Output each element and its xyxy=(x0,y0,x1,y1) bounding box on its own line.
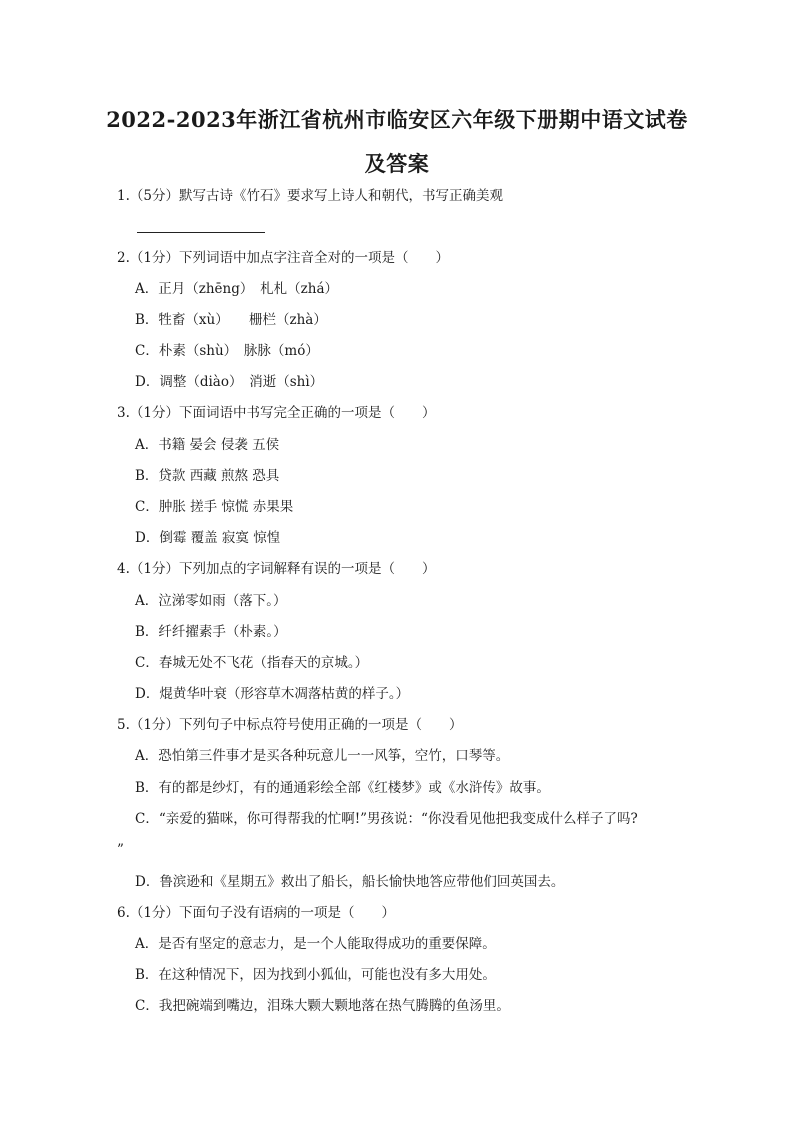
question-6-stem: 6.（1分）下面句子没有语病的一项是（ ） xyxy=(117,905,395,921)
answer-blank-line xyxy=(137,232,265,233)
question-6-option-a: A．是否有坚定的意志力，是一个人能取得成功的重要保障。 xyxy=(135,936,496,952)
question-1-stem: 1.（5分）默写古诗《竹石》要求写上诗人和朝代，书写正确美观 xyxy=(117,188,503,204)
question-2-option-d: D．调整（diào） 消逝（shì） xyxy=(135,374,324,390)
question-2-stem: 2.（1分）下列词语中加点字注音全对的一项是（ ） xyxy=(117,250,449,266)
question-3-stem: 3.（1分）下面词语中书写完全正确的一项是（ ） xyxy=(117,405,436,421)
question-2-option-c: C．朴素（shù） 脉脉（mó） xyxy=(135,343,319,359)
question-3-option-c: C．肿胀 搓手 惊慌 赤果果 xyxy=(135,499,294,515)
question-4-option-a: A．泣涕零如雨（落下。） xyxy=(135,593,287,609)
question-5-option-d: D．鲁滨逊和《星期五》救出了船长，船长愉快地答应带他们回英国去。 xyxy=(135,874,565,890)
question-6-option-b: B．在这种情况下，因为找到小狐仙，可能也没有多大用处。 xyxy=(135,967,496,983)
question-5-option-a: A．恐怕第三件事才是买各种玩意儿一一风筝，空竹，口琴等。 xyxy=(135,748,510,764)
question-4-stem: 4.（1分）下列加点的字词解释有误的一项是（ ） xyxy=(117,561,436,577)
question-3-option-b: B．贷款 西藏 煎熬 恐具 xyxy=(135,468,280,484)
question-4-option-b: B．纤纤擢素手（朴素。） xyxy=(135,624,287,640)
question-5-option-c-continuation: ” xyxy=(117,842,124,858)
question-6-option-c: C．我把碗端到嘴边，泪珠大颗大颗地落在热气腾腾的鱼汤里。 xyxy=(135,998,510,1014)
question-2-option-a: A．正月（zhēng） 札札（zhá） xyxy=(135,281,338,297)
question-5-stem: 5.（1分）下列句子中标点符号使用正确的一项是（ ） xyxy=(117,717,463,733)
question-4-option-d: D．焜黄华叶衰（形容草木凋落枯黄的样子。） xyxy=(135,686,410,702)
question-2-option-b: B．牲畜（xù） 栅栏（zhà） xyxy=(135,312,327,328)
page-title-line1: 2022-2023年浙江省杭州市临安区六年级下册期中语文试卷 xyxy=(106,107,688,132)
page-title-line2: 及答案 xyxy=(364,151,430,176)
question-5-option-b: B．有的都是纱灯，有的通通彩绘全部《红楼梦》或《水浒传》故事。 xyxy=(135,780,550,796)
question-5-option-c: C．“亲爱的猫咪，你可得帮我的忙啊!”男孩说：“你没看见他把我变成什么样子了吗? xyxy=(135,811,638,827)
question-3-option-a: A．书籍 晏会 侵袭 五侯 xyxy=(135,437,280,453)
question-3-option-d: D．倒霉 覆盖 寂寞 惊惶 xyxy=(135,530,281,546)
question-4-option-c: C．春城无处不飞花（指春天的京城。） xyxy=(135,655,369,671)
